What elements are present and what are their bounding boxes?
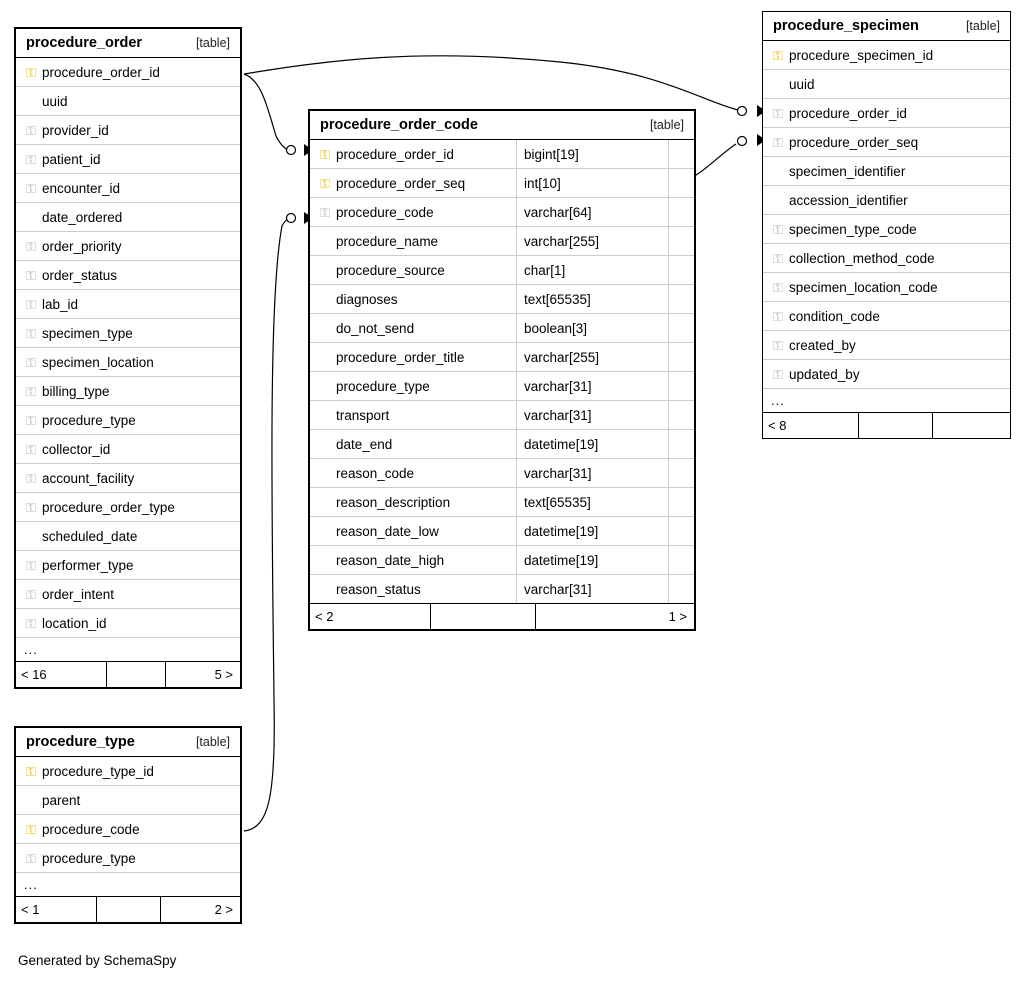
column-name: collection_method_code [789,250,935,266]
column-name: reason_code [336,465,415,481]
row-spacer [668,285,694,313]
column-type: varchar[31] [516,459,668,487]
outgoing-relations-count[interactable]: 5 > [214,667,233,682]
column-name: condition_code [789,308,880,324]
fk-key-icon: ⚿ [26,383,36,399]
fk-key-icon: ⚿ [773,105,783,121]
column-name: date_end [336,436,393,452]
table-title: procedure_specimen [773,18,919,34]
table-row[interactable] [310,343,694,372]
fk-key-icon: ⚿ [773,134,783,150]
fk-key-icon: ⚿ [26,325,36,341]
no-key-icon [24,95,38,108]
column-name: billing_type [42,383,110,399]
more-columns-indicator: ... [16,638,240,662]
table-row[interactable] [763,331,1010,360]
table-row[interactable] [16,406,240,435]
table-title: procedure_type [26,734,135,750]
outgoing-relations-count[interactable] [933,413,1010,438]
no-key-icon [318,583,332,596]
table-row[interactable] [16,493,240,522]
table-row[interactable] [310,256,694,285]
column-name: procedure_specimen_id [789,47,934,63]
table-footer [16,662,240,687]
table-row[interactable] [763,360,1010,389]
fk-key-icon: ⚿ [26,296,36,312]
no-key-icon [318,351,332,364]
table-row[interactable] [16,464,240,493]
fk-key-icon: ⚿ [26,499,36,515]
no-key-icon [771,78,785,91]
fk-key-icon: ⚿ [26,267,36,283]
no-key-icon [318,264,332,277]
table-row[interactable] [16,609,240,638]
fk-key-icon: ⚿ [773,366,783,382]
table-row[interactable] [16,87,240,116]
table-row[interactable] [16,290,240,319]
fk-key-icon: ⚿ [26,180,36,196]
table-row[interactable] [16,377,240,406]
column-name: procedure_type [42,850,136,866]
column-name: reason_description [336,494,451,510]
no-key-icon [318,467,332,480]
table-row[interactable] [16,522,240,551]
table-row[interactable] [310,140,694,169]
no-key-icon [318,293,332,306]
no-key-icon [318,438,332,451]
no-key-icon [318,380,332,393]
pk-key-icon: ⚿ [320,146,330,162]
no-key-icon [318,496,332,509]
table-row[interactable] [310,169,694,198]
fk-key-icon: ⚿ [26,151,36,167]
column-type: varchar[255] [516,227,668,255]
table-row[interactable] [16,551,240,580]
column-type: varchar[31] [516,575,668,603]
column-name: scheduled_date [42,528,138,544]
column-type: datetime[19] [516,430,668,458]
row-spacer [668,169,694,197]
table-row[interactable] [310,285,694,314]
table-header [16,29,240,58]
fk-key-icon: ⚿ [26,354,36,370]
row-spacer [668,517,694,545]
table-row[interactable] [763,215,1010,244]
table-footer [16,897,240,922]
table-row[interactable] [16,116,240,145]
column-name: specimen_type_code [789,221,917,237]
table-row[interactable] [16,145,240,174]
table-row[interactable] [310,575,694,604]
column-name: created_by [789,337,856,353]
column-name: order_priority [42,238,122,254]
fk-key-icon: ⚿ [26,586,36,602]
fk-key-icon: ⚿ [773,221,783,237]
row-spacer [668,430,694,458]
fk-key-icon: ⚿ [773,308,783,324]
table-row[interactable] [16,435,240,464]
pk-key-icon: ⚿ [26,64,36,80]
table-header [310,111,694,140]
table-row[interactable] [763,186,1010,215]
footer-spacer [96,897,161,922]
column-name: procedure_source [336,262,445,278]
column-name: lab_id [42,296,79,312]
column-name: parent [42,792,81,808]
table-row[interactable] [763,157,1010,186]
table-row[interactable] [763,70,1010,99]
more-columns-indicator: ... [763,389,1010,413]
table-row[interactable] [16,348,240,377]
column-name: transport [336,407,390,423]
table-row[interactable] [310,401,694,430]
outgoing-relations-count[interactable]: 1 > [668,609,687,624]
fk-key-icon: ⚿ [26,122,36,138]
fk-key-icon: ⚿ [26,470,36,486]
no-key-icon [318,235,332,248]
column-name: collector_id [42,441,111,457]
column-name: procedure_order_seq [336,175,466,191]
column-type: boolean[3] [516,314,668,342]
column-name: performer_type [42,557,134,573]
column-name: procedure_code [336,204,434,220]
table-type-tag: [table] [195,36,230,50]
column-type: text[65535] [516,285,668,313]
column-type: datetime[19] [516,546,668,574]
row-spacer [668,256,694,284]
column-type: datetime[19] [516,517,668,545]
column-name: procedure_order_id [789,105,907,121]
generated-by-label: Generated by SchemaSpy [18,953,177,968]
no-key-icon [771,194,785,207]
table-row[interactable] [16,203,240,232]
fk-key-icon: ⚿ [773,250,783,266]
table-row[interactable] [763,302,1010,331]
column-type: varchar[31] [516,372,668,400]
column-name: procedure_order_type [42,499,175,515]
incoming-relations-count[interactable]: < 2 [315,609,334,624]
row-spacer [668,546,694,574]
row-spacer [668,575,694,603]
table-type-tag: [table] [965,19,1000,33]
column-name: order_intent [42,586,115,602]
table-footer [763,413,1010,438]
column-name: date_ordered [42,209,123,225]
no-key-icon [24,794,38,807]
column-type: int[10] [516,169,668,197]
column-name: procedure_order_seq [789,134,919,150]
table-row[interactable] [763,128,1010,157]
pk-key-icon: ⚿ [773,47,783,63]
table-row[interactable] [16,261,240,290]
table-type-tag: [table] [195,735,230,749]
fk-key-icon: ⚿ [26,850,36,866]
table-row[interactable] [310,517,694,546]
column-name: specimen_type [42,325,133,341]
table-header [763,12,1010,41]
table-row[interactable] [16,844,240,873]
table-procedure-order[interactable] [14,27,242,689]
table-procedure-order-code[interactable] [308,109,696,631]
table-row[interactable] [16,757,240,786]
column-name: encounter_id [42,180,121,196]
row-spacer [668,401,694,429]
footer-spacer [858,413,933,438]
row-spacer [668,198,694,226]
table-row[interactable] [16,786,240,815]
row-spacer [668,488,694,516]
column-name: updated_by [789,366,860,382]
pk-key-icon: ⚿ [26,821,36,837]
table-row[interactable] [310,488,694,517]
table-row[interactable] [16,580,240,609]
no-key-icon [771,165,785,178]
row-spacer [668,459,694,487]
fk-key-icon: ⚿ [773,279,783,295]
table-row[interactable] [16,232,240,261]
outgoing-relations-count[interactable]: 2 > [214,902,233,917]
table-row[interactable] [16,58,240,87]
fk-key-icon: ⚿ [26,238,36,254]
column-name: reason_date_high [336,552,445,568]
no-key-icon [24,530,38,543]
column-name: procedure_order_title [336,349,465,365]
table-procedure-type[interactable] [14,726,242,924]
column-type: bigint[19] [516,140,668,168]
column-name: order_status [42,267,118,283]
incoming-relations-count[interactable]: < 16 [21,667,47,682]
table-row[interactable] [763,244,1010,273]
column-name: procedure_type_id [42,763,154,779]
column-name: reason_status [336,581,421,597]
fk-key-icon: ⚿ [26,615,36,631]
table-row[interactable] [310,198,694,227]
footer-spacer [430,604,536,629]
more-columns-indicator: ... [16,873,240,897]
table-row[interactable] [16,815,240,844]
table-row[interactable] [763,41,1010,70]
column-name: uuid [42,93,68,109]
column-name: procedure_type [42,412,136,428]
pk-key-icon: ⚿ [320,175,330,191]
column-name: specimen_location_code [789,279,938,295]
table-header [16,728,240,757]
row-spacer [668,372,694,400]
column-type: varchar[31] [516,401,668,429]
incoming-relations-count[interactable]: < 8 [768,418,787,433]
column-name: procedure_type [336,378,430,394]
column-name: provider_id [42,122,109,138]
column-name: specimen_location [42,354,154,370]
column-name: accession_identifier [789,192,908,208]
table-footer [310,604,694,629]
footer-spacer [106,662,166,687]
no-key-icon [318,525,332,538]
column-name: location_id [42,615,107,631]
table-procedure-specimen[interactable] [762,11,1011,439]
column-name: account_facility [42,470,135,486]
column-name: patient_id [42,151,101,167]
table-row[interactable] [310,546,694,575]
fk-key-icon: ⚿ [320,204,330,220]
no-key-icon [24,211,38,224]
column-type: char[1] [516,256,668,284]
table-row[interactable] [763,273,1010,302]
pk-key-icon: ⚿ [26,763,36,779]
row-spacer [668,140,694,168]
row-spacer [668,227,694,255]
table-row[interactable] [763,99,1010,128]
table-title: procedure_order [26,35,143,51]
no-key-icon [318,554,332,567]
table-row[interactable] [310,430,694,459]
table-row[interactable] [16,174,240,203]
table-row[interactable] [16,319,240,348]
column-name: procedure_order_id [42,64,160,80]
fk-key-icon: ⚿ [26,412,36,428]
column-type: varchar[255] [516,343,668,371]
column-name: procedure_name [336,233,439,249]
fk-key-icon: ⚿ [26,441,36,457]
row-spacer [668,314,694,342]
table-type-tag: [table] [649,118,684,132]
column-name: do_not_send [336,320,415,336]
table-row[interactable] [310,372,694,401]
column-type: text[65535] [516,488,668,516]
table-title: procedure_order_code [320,117,478,133]
incoming-relations-count[interactable]: < 1 [21,902,40,917]
column-name: specimen_identifier [789,163,906,179]
fk-key-icon: ⚿ [773,337,783,353]
column-name: procedure_code [42,821,140,837]
table-row[interactable] [310,459,694,488]
column-name: procedure_order_id [336,146,454,162]
column-name: diagnoses [336,291,398,307]
table-row[interactable] [310,227,694,256]
column-name: reason_date_low [336,523,439,539]
column-type: varchar[64] [516,198,668,226]
no-key-icon [318,322,332,335]
row-spacer [668,343,694,371]
column-name: uuid [789,76,815,92]
no-key-icon [318,409,332,422]
table-row[interactable] [310,314,694,343]
fk-key-icon: ⚿ [26,557,36,573]
